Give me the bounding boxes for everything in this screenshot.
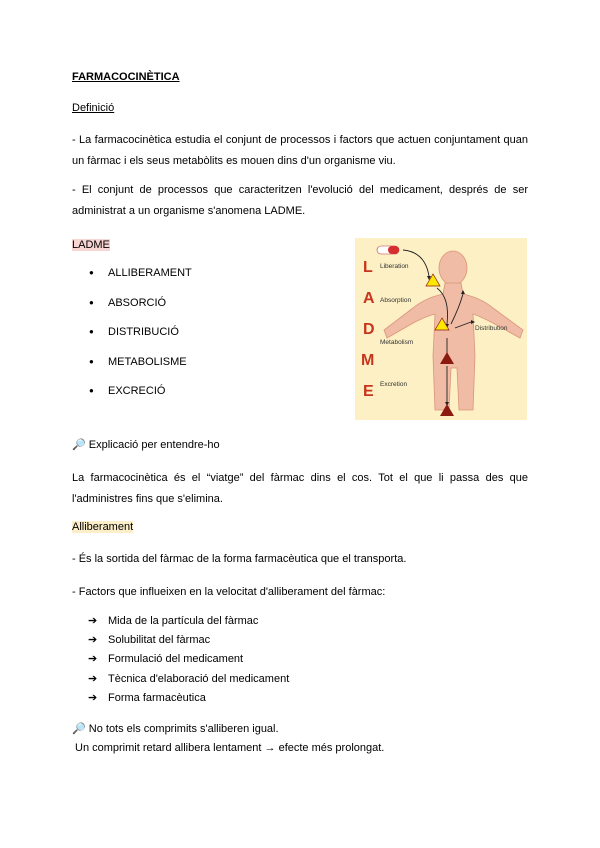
definition-heading: Definició <box>72 102 115 114</box>
explanation-paragraph: La farmacocinètica és el “viatge” del fàrmac dins el cos. Tot el que li passa des que l'administres fins que s'elimina. <box>72 472 528 505</box>
factor-item: ➔ Forma farmacèutica <box>72 691 289 710</box>
letter-m: M <box>361 352 375 369</box>
ladme-item-absorcio: ● ABSORCIÓ <box>72 296 332 326</box>
label-absorption: Absorption <box>380 297 412 304</box>
ladme-item-metabolisme: ● METABOLISME <box>72 355 332 385</box>
explanation-heading: Explicació per entendre-ho <box>88 439 220 451</box>
note-1: No tots els comprimits s'alliberen igual. <box>88 723 279 735</box>
magnifier-icon: 🔎 <box>72 439 86 451</box>
alliberament-paragraph-2: - Factors que influeixen en la velocitat d'alliberament del fàrmac: <box>72 586 386 598</box>
ladme-item-excrecio: ● EXCRECIÓ <box>72 384 332 414</box>
ladme-heading-text: LADME <box>72 239 110 251</box>
alliberament-heading-line <box>72 520 133 534</box>
ladme-body-diagram <box>355 238 527 420</box>
label-excretion: Excretion <box>380 381 408 388</box>
alliberament-heading: Alliberament <box>72 521 134 533</box>
ladme-item-alliberament: ● ALLIBERAMENT <box>72 266 332 296</box>
magnifier-icon: 🔎 <box>72 723 86 735</box>
letter-d: D <box>363 321 375 338</box>
factors-list <box>72 614 289 710</box>
letter-e: E <box>363 383 374 400</box>
letter-l: L <box>363 259 373 276</box>
explanation-heading-line <box>72 438 220 452</box>
label-distribution: Distribution <box>475 325 508 332</box>
note-2: Un comprimit retard allibera lentament → efecte més prolongat. <box>75 742 385 754</box>
ladme-item-distribucio: ● DISTRIBUCIÓ <box>72 325 332 355</box>
factor-item: ➔ Tècnica d'elaboració del medicament <box>72 672 289 691</box>
letter-a: A <box>363 290 375 307</box>
note-line-1 <box>72 722 279 736</box>
ladme-list <box>72 266 332 414</box>
page-title: FARMACOCINÈTICA <box>72 71 180 83</box>
label-liberation: Liberation <box>380 263 409 270</box>
factor-item: ➔ Solubilitat del fàrmac <box>72 633 289 652</box>
label-metabolism: Metabolism <box>380 339 414 346</box>
ladme-heading <box>72 238 110 252</box>
pill-icon <box>377 246 399 254</box>
definition-paragraph-2: - El conjunt de processos que caracteritzen l'evolució del medicament, després de ser administrat a un organisme s'anomena LADME. <box>72 184 528 217</box>
alliberament-paragraph-1: - És la sortida del fàrmac de la forma farmacèutica que el transporta. <box>72 553 407 565</box>
factor-item: ➔ Formulació del medicament <box>72 652 289 671</box>
definition-paragraph-1: - La farmacocinètica estudia el conjunt de processos i factors que actuen conjuntament quan un fàrmac i els seus metabòlits es mouen dins d'un organisme viu. <box>72 134 528 167</box>
factor-item: ➔ Mida de la partícula del fàrmac <box>72 614 289 633</box>
